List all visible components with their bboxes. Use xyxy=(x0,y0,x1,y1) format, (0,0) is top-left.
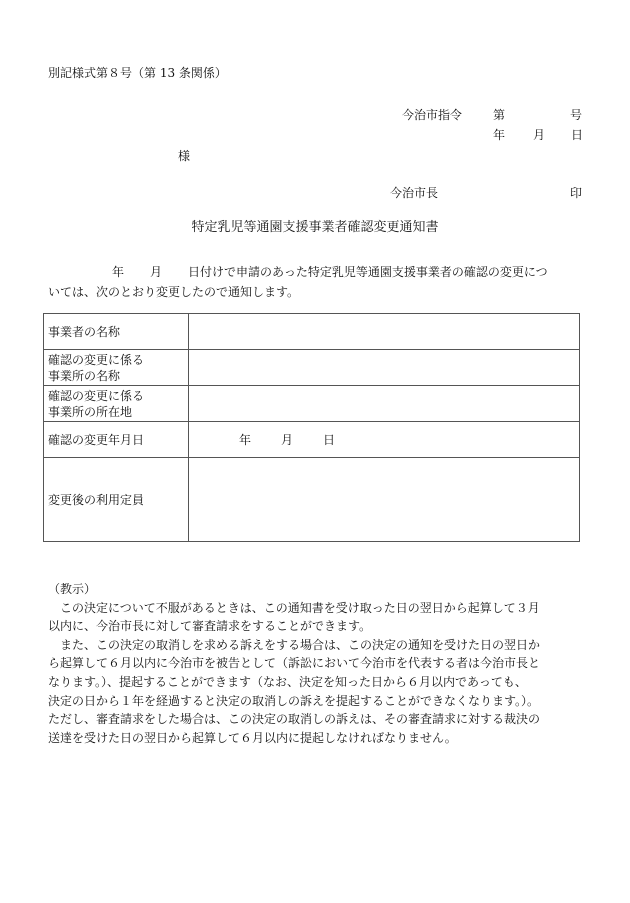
notice-line: 送達を受けた日の翌日から起算して６月以内に提起しなければなりません。 xyxy=(48,730,457,745)
table-row xyxy=(44,422,580,458)
notice-line: なります。）、提起することができます（なお、決定を知った日から６月以内であっても、 xyxy=(48,674,527,689)
body-paragraph xyxy=(48,262,588,302)
document-number-dai: 第 xyxy=(493,108,506,122)
value-capacity xyxy=(189,458,580,542)
value-office-address xyxy=(189,386,580,422)
notice-line: この決定について不服があるときは、この通知書を受け取った日の翌日から起算して３月 xyxy=(60,600,540,615)
document-number-prefix: 今治市指令 xyxy=(402,108,463,122)
body-line2: いては、次のとおり変更したので通知します。 xyxy=(48,285,300,299)
form-identifier: 別記様式第８号（第 13 条関係） xyxy=(48,66,227,80)
notice-line: ただし、審査請求をした場合は、この決定の取消しの訴えは、その審査請求に対する裁決の xyxy=(48,712,541,727)
table-row xyxy=(44,458,580,542)
notice-line: ら起算して６月以内に今治市を被告として（訴訟において今治市を代表する者は今治市長と xyxy=(48,656,541,671)
change-date-day: 日 xyxy=(323,432,336,447)
label-office-address: 確認の変更に係る 事業所の所在地 xyxy=(44,386,189,422)
document-title: 特定乳児等通園支援事業者確認変更通知書 xyxy=(191,220,439,235)
appeal-notice xyxy=(48,580,593,747)
body-line1-rest: 日付けで申請のあった特定乳児等通園支援事業者の確認の変更につ xyxy=(188,265,548,279)
change-details-table xyxy=(43,313,580,542)
document-number-go: 号 xyxy=(570,108,583,122)
change-date-year: 年 xyxy=(239,432,252,447)
notice-line: 以内に、今治市長に対して審査請求をすることができます。 xyxy=(48,619,372,634)
issuer-name: 今治市長 xyxy=(390,186,439,200)
label-change-date: 確認の変更年月日 xyxy=(44,422,189,458)
label-business-name: 事業者の名称 xyxy=(44,314,189,350)
notice-heading: （教示） xyxy=(48,582,97,596)
change-date-month: 月 xyxy=(281,432,294,447)
table-row xyxy=(44,314,580,350)
body-month: 月 xyxy=(150,265,163,279)
body-year: 年 xyxy=(112,265,125,279)
notice-line: また、この決定の取消しを求める訴えをする場合は、この決定の通知を受けた日の翌日か xyxy=(60,637,541,652)
table-row xyxy=(44,386,580,422)
seal-mark: 印 xyxy=(570,186,583,200)
table-row xyxy=(44,350,580,386)
value-business-name xyxy=(189,314,580,350)
label-capacity: 変更後の利用定員 xyxy=(44,458,189,542)
issue-date-year: 年 xyxy=(493,128,506,142)
value-change-date xyxy=(189,422,580,458)
issue-date-month: 月 xyxy=(533,128,546,142)
label-office-name: 確認の変更に係る 事業所の名称 xyxy=(44,350,189,386)
issue-date-day: 日 xyxy=(571,128,584,142)
addressee-suffix: 様 xyxy=(178,149,191,163)
value-office-name xyxy=(189,350,580,386)
notice-line: 決定の日から１年を経過すると決定の取消しの訴えを提起することができなくなります。）。 xyxy=(48,693,540,708)
